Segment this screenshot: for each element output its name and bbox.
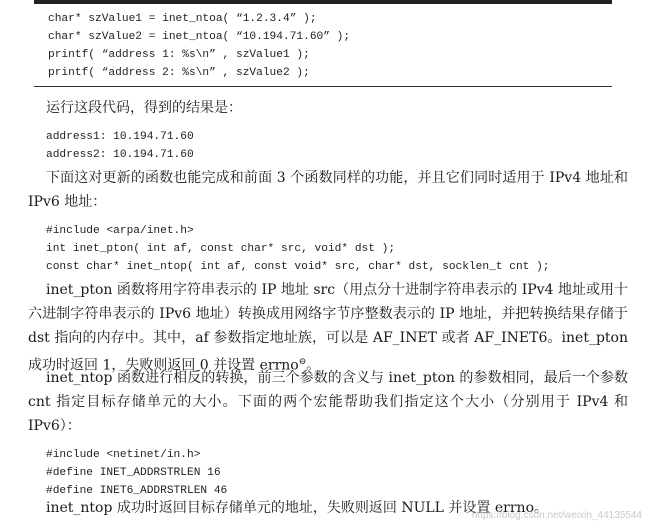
footnote-marker: ⊖ (298, 357, 307, 367)
new-functions-paragraph: 下面这对更新的函数也能完成和前面 3 个函数同样的功能，并且它们同时适用于 IPv4 地址和 IPv6 地址： (28, 170, 628, 210)
code-line: #define INET6_ADDRSTRLEN 46 (46, 485, 228, 497)
code-line: #define INET_ADDRSTRLEN 16 (46, 467, 221, 479)
inet-ntop-return-paragraph: inet_ntop 成功时返回目标存储单元的地址，失败则返回 NULL 并设置 errno。 (46, 500, 548, 516)
code-box-inet-ntoa (34, 4, 612, 87)
output-line: address1: 10.194.71.60 (46, 131, 194, 143)
watermark: https://blog.csdn.net/weixin_44135544 (471, 510, 642, 521)
code-line: printf( “address 2: %s\n” , szValue2 ); (48, 67, 310, 79)
code-line: #include <arpa/inet.h> (46, 225, 194, 237)
code-line: #include <netinet/in.h> (46, 449, 201, 461)
inet-ntop-paragraph: inet_ntop 函数进行相反的转换，前三个参数的含义与 inet_pton 的参数相同，最后一个参数 cnt 指定目标存储单元的大小。下面的两个宏能帮助我们指定这个大小（分别用于 IPv4 和 IPv6）： (28, 370, 628, 434)
inet-pton-end: 。 (306, 357, 321, 374)
code-block-macros (46, 446, 227, 500)
code-line: int inet_pton( int af, const char* src, void* dst ); (46, 243, 396, 255)
code-line: const char* inet_ntop( int af, const void* src, char* dst, socklen_t cnt ); (46, 261, 550, 273)
code-line: printf( “address 1: %s\n” , szValue1 ); (48, 49, 310, 61)
code-line: char* szValue2 = inet_ntoa( “10.194.71.60” ); (48, 31, 351, 43)
output-block (46, 128, 194, 164)
code-block-inet-pton-ntop (46, 222, 550, 276)
inet-pton-paragraph (28, 278, 628, 378)
output-line: address2: 10.194.71.60 (46, 149, 194, 161)
result-intro-paragraph: 运行这段代码，得到的结果是： (46, 100, 242, 116)
inet-pton-text: inet_pton 函数将用字符串表示的 IP 地址 src（用点分十进制字符串表示的 IPv4 地址或用十六进制字符串表示的 IPv6 地址）转换成用网络字节序整数表示的 IP 地址，并把转换结果存储于 dst 指向的内存中。其中，af 参数指定地址族，可以是 AF_INET 或者 AF_INET6。inet_pton 成功时返回 1，失败则返回 0 并设置 errno (28, 282, 628, 374)
code-block-inet-ntoa (48, 10, 350, 82)
code-line: char* szValue1 = inet_ntoa( “1.2.3.4” ); (48, 13, 317, 25)
